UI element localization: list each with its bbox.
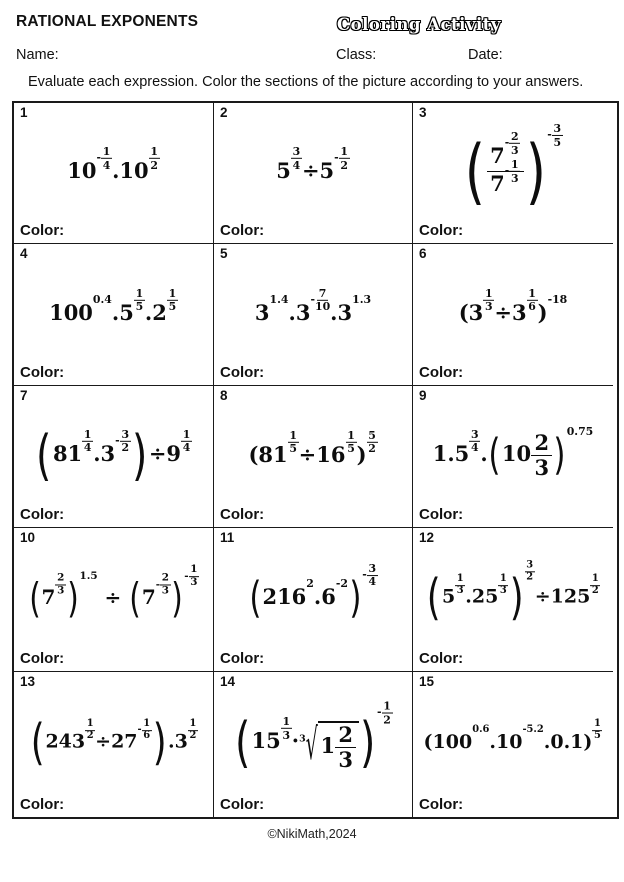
color-label: Color:	[20, 796, 65, 813]
problem-number: 4	[20, 246, 28, 261]
problem-cell	[14, 386, 214, 528]
activity-subtitle: Coloring Activity	[337, 15, 501, 34]
problem-number: 7	[20, 388, 28, 403]
problem-number: 6	[419, 246, 427, 261]
problem-number: 13	[20, 674, 36, 689]
problem-cell	[14, 672, 214, 817]
problem-expression: 10- $\frac{1}{4}$ .10 $\frac{1}{2}$	[67, 144, 158, 184]
problem-cell	[214, 528, 413, 672]
problem-cell	[14, 103, 214, 244]
problem-cell	[214, 672, 413, 817]
problem-cell	[214, 103, 413, 244]
date-field-label: Date:	[468, 47, 503, 63]
color-label: Color:	[419, 222, 464, 239]
problem-expression: 31.4.3- $\frac{7}{10}$ .31.3	[254, 286, 372, 325]
instruction-text: Evaluate each expression. Color the sections of the picture according to your answers.	[28, 74, 584, 90]
problem-cell	[413, 244, 613, 386]
problem-number: 8	[220, 388, 228, 403]
problem-number: 11	[220, 530, 235, 545]
problem-expression: (243 $\frac{1}{2}$ ÷27- $\frac{1}{6}$ ).3 $\frac{1}{2}$	[30, 713, 197, 772]
problem-number: 15	[419, 674, 435, 689]
color-label: Color:	[220, 796, 265, 813]
color-label: Color:	[20, 364, 65, 381]
problem-number: 5	[220, 246, 228, 261]
color-label: Color:	[220, 650, 265, 667]
problem-expression: (7 $\frac{2}{3}$ )1.5 ÷ (7- $\frac{2}{3}$ )- $\frac{1}{3}$	[28, 563, 198, 622]
color-label: Color:	[220, 506, 265, 523]
problem-number: 2	[220, 105, 228, 120]
problem-cell	[413, 672, 613, 817]
problem-number: 9	[419, 388, 427, 403]
color-label: Color:	[220, 364, 265, 381]
problem-number: 10	[20, 530, 36, 545]
problem-expression: ( 7- $\frac{2}{3}$ 7- $\frac{1}{3}$ ) - $\frac{3}{5}$	[464, 122, 562, 213]
problem-cell	[413, 528, 613, 672]
problem-expression: (3 $\frac{1}{3}$ ÷3 $\frac{1}{6}$ )-18	[458, 286, 568, 325]
class-field-label: Class:	[336, 47, 377, 63]
page-title: RATIONAL EXPONENTS	[16, 13, 199, 30]
problem-cell	[413, 103, 613, 244]
problem-expression: 1000.4.5 $\frac{1}{5}$ .2 $\frac{1}{5}$	[49, 286, 177, 325]
problem-cell	[14, 244, 214, 386]
problem-expression: (2162.6-2)- $\frac{3}{4}$	[249, 561, 377, 623]
problem-number: 12	[419, 530, 435, 545]
problem-expression: 5 $\frac{3}{4}$ ÷5- $\frac{1}{2}$	[276, 144, 349, 184]
color-label: Color:	[419, 796, 464, 813]
color-label: Color:	[20, 650, 65, 667]
color-label: Color:	[419, 650, 464, 667]
problem-expression: (1000.6.10-5.2.0.1) $\frac{1}{5}$	[423, 718, 601, 754]
problems-table	[12, 101, 619, 819]
name-field-label: Name:	[16, 47, 59, 63]
problem-expression: (81 $\frac{1}{4}$ .3- $\frac{3}{2}$ )÷9 $\frac{1}{4}$	[36, 422, 191, 487]
problem-expression: (5 $\frac{1}{3}$ .25 $\frac{1}{3}$ ) $\frac{3}{2}$ ÷125 $\frac{1}{2}$	[426, 559, 599, 627]
color-label: Color:	[220, 222, 265, 239]
copyright-credit: ©NikiMath,2024	[267, 827, 357, 841]
problem-cell	[214, 386, 413, 528]
problem-cell	[413, 386, 613, 528]
problem-expression: (81 $\frac{1}{5}$ ÷16 $\frac{1}{5}$ ) $\frac{5}{2}$	[248, 428, 376, 467]
problem-number: 3	[419, 105, 427, 120]
color-label: Color:	[20, 506, 65, 523]
color-label: Color:	[419, 364, 464, 381]
problem-number: 1	[20, 105, 28, 120]
color-label: Color:	[419, 506, 464, 523]
problem-expression: (15 $\frac{1}{3}$ · 3 √ 1 $\frac{2}{3}$ )- $\frac{1}{2}$	[234, 699, 391, 775]
problem-cell	[14, 528, 214, 672]
problem-number: 14	[220, 674, 236, 689]
color-label: Color:	[20, 222, 65, 239]
problem-cell	[214, 244, 413, 386]
problem-expression: 1.5 $\frac{3}{4}$ .(10 $\frac{2}{3}$ )0.75	[432, 424, 594, 480]
